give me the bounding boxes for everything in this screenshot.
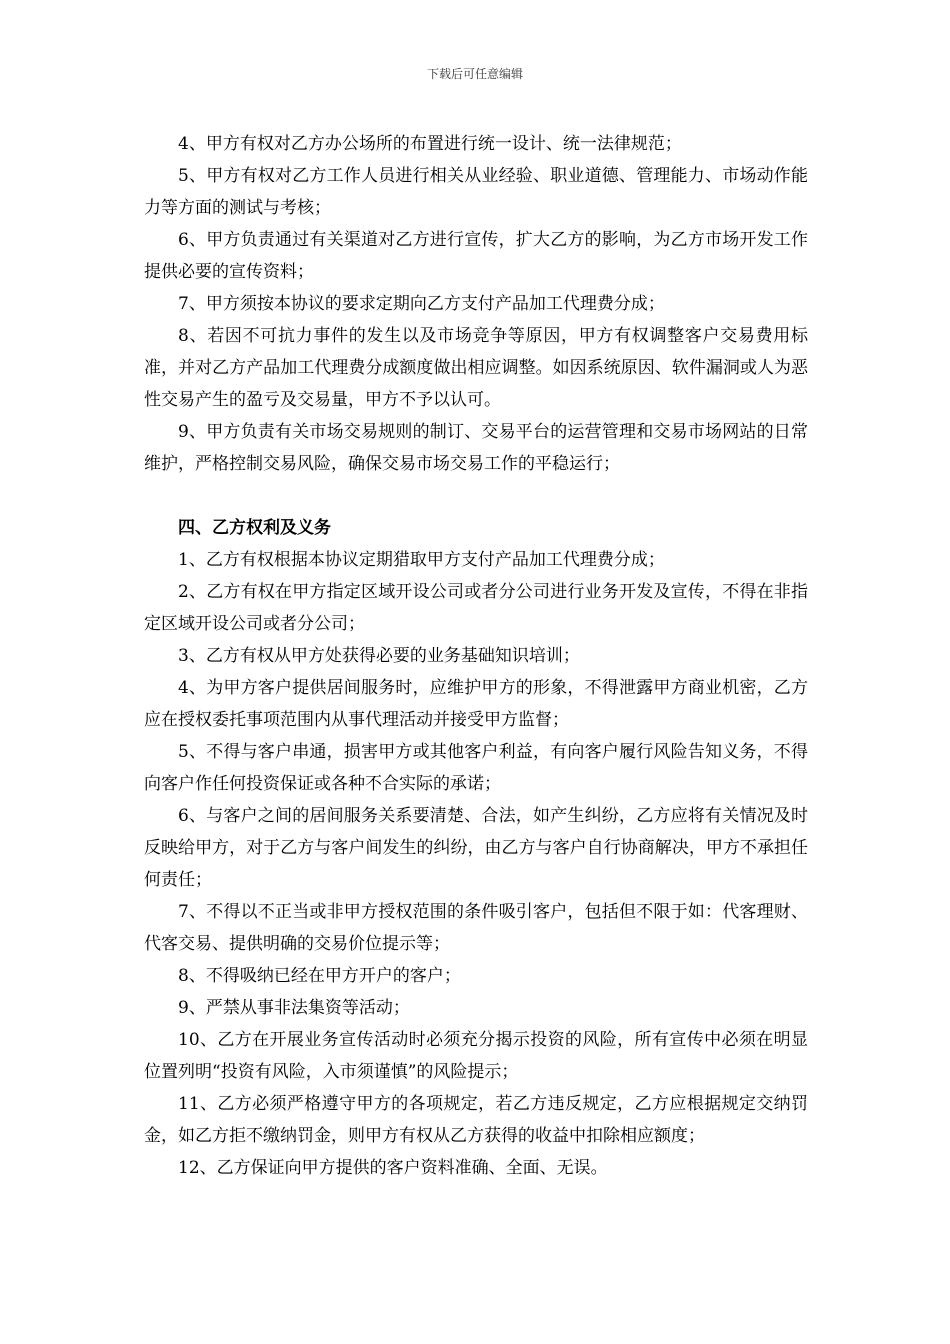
clause-4-4: 4、为甲方客户提供居间服务时，应维护甲方的形象，不得泄露甲方商业机密，乙方应在授权委托事项范围内从事代理活动并接受甲方监督； bbox=[144, 678, 808, 730]
section-4 bbox=[144, 512, 808, 1184]
clause-3-6: 6、甲方负责通过有关渠道对乙方进行宣传，扩大乙方的影响，为乙方市场开发工作提供必要的宣传资料； bbox=[144, 230, 808, 282]
page-header: 下载后可任意编辑 bbox=[426, 67, 523, 81]
clause-4-5: 5、不得与客户串通，损害甲方或其他客户利益，有向客户履行风险告知义务，不得向客户作任何投资保证或各种不合实际的承诺； bbox=[144, 742, 808, 794]
clause-4-6: 6、与客户之间的居间服务关系要清楚、合法，如产生纠纷，乙方应将有关情况及时反映给甲方，对于乙方与客户间发生的纠纷，由乙方与客户自行协商解决，甲方不承担任何责任； bbox=[144, 806, 808, 890]
clause-4-11: 11、乙方必须严格遵守甲方的各项规定，若乙方违反规定，乙方应根据规定交纳罚金，如乙方拒不缴纳罚金，则甲方有权从乙方获得的收益中扣除相应额度； bbox=[144, 1094, 808, 1146]
clause-4-9: 9、严禁从事非法集资等活动； bbox=[178, 998, 410, 1018]
clause-4-8: 8、不得吸纳已经在甲方开户的客户； bbox=[178, 966, 461, 986]
clause-3-8: 8、若因不可抗力事件的发生以及市场竞争等原因，甲方有权调整客户交易费用标准，并对乙方产品加工代理费分成额度做出相应调整。如因系统原因、软件漏洞或人为恶性交易产生的盈亏及交易量，甲方不予以认可。 bbox=[144, 326, 808, 410]
clause-4-12: 12、乙方保证向甲方提供的客户资料准确、全面、无误。 bbox=[178, 1158, 608, 1178]
clause-3-7: 7、甲方须按本协议的要求定期向乙方支付产品加工代理费分成； bbox=[178, 294, 665, 314]
clause-3-9: 9、甲方负责有关市场交易规则的制订、交易平台的运营管理和交易市场网站的日常维护，严格控制交易风险，确保交易市场交易工作的平稳运行； bbox=[144, 422, 808, 474]
section-3-clauses bbox=[144, 128, 808, 480]
clause-4-3: 3、乙方有权从甲方处获得必要的业务基础知识培训； bbox=[178, 646, 580, 666]
clause-4-1: 1、乙方有权根据本协议定期猎取甲方支付产品加工代理费分成； bbox=[178, 550, 665, 570]
clause-3-5: 5、甲方有权对乙方工作人员进行相关从业经验、职业道德、管理能力、市场动作能力等方面的测试与考核； bbox=[144, 166, 808, 218]
clause-4-7: 7、不得以不正当或非甲方授权范围的条件吸引客户，包括但不限于如：代客理财、代客交易、提供明确的交易价位提示等； bbox=[144, 902, 808, 954]
document-body bbox=[144, 128, 808, 1184]
section-4-heading: 四、乙方权利及义务 bbox=[178, 518, 331, 538]
clause-4-10: 10、乙方在开展业务宣传活动时必须充分揭示投资的风险，所有宣传中必须在明显位置列明“投资有风险，入市须谨慎”的风险提示； bbox=[144, 1030, 808, 1082]
clause-4-2: 2、乙方有权在甲方指定区域开设公司或者分公司进行业务开发及宣传，不得在非指定区域开设公司或者分公司； bbox=[144, 582, 808, 634]
clause-3-4: 4、甲方有权对乙方办公场所的布置进行统一设计、统一法律规范； bbox=[178, 134, 682, 154]
